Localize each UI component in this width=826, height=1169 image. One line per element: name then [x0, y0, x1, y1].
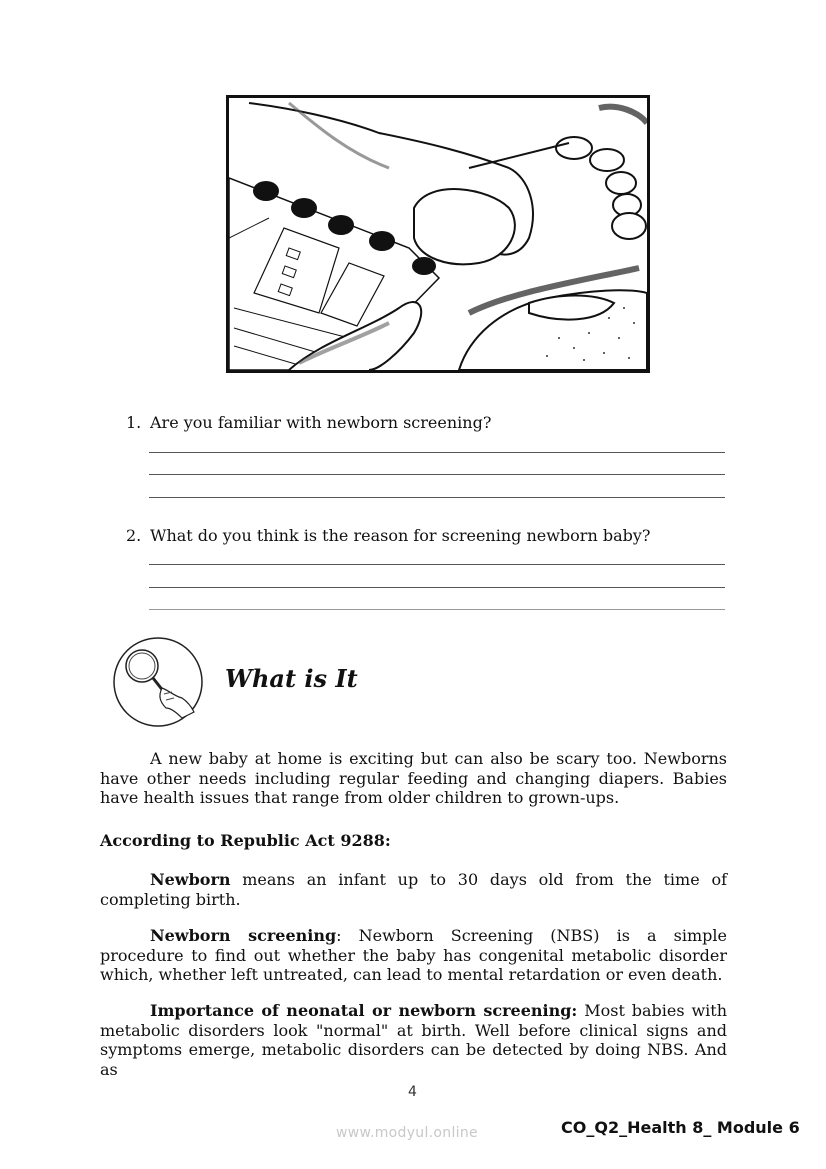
definition-text: : Newborn Screening (NBS) is a simple procedure to find out whether the baby has congenital metabolic disorder which, whether left untreated, can lead to mental retardation or even death.: [100, 926, 727, 984]
answer-line[interactable]: [149, 564, 725, 565]
definition-newborn: [100, 870, 727, 909]
magnifying-glass-icon: [112, 636, 204, 728]
law-heading: According to Republic Act 9288:: [100, 831, 391, 850]
module-code: CO_Q2_Health 8_ Module 6: [561, 1118, 800, 1137]
watermark: www.modyul.online: [336, 1125, 478, 1141]
definition-term: Newborn screening: [150, 926, 337, 945]
answer-line[interactable]: [149, 474, 725, 475]
page-number: 4: [408, 1084, 417, 1100]
question-text: What do you think is the reason for screening newborn baby?: [150, 526, 651, 545]
question-number: 2.: [126, 526, 142, 545]
definition-importance: [100, 1001, 727, 1079]
definition-term: Importance of neonatal or newborn screening:: [150, 1001, 578, 1020]
answer-line[interactable]: [149, 452, 725, 453]
question-text: Are you familiar with newborn screening?: [150, 413, 492, 432]
definition-newborn-screening: [100, 926, 727, 985]
newborn-screening-illustration: [226, 95, 650, 373]
section-title: What is It: [225, 664, 358, 693]
intro-paragraph: [100, 749, 727, 808]
answer-line[interactable]: [149, 609, 725, 610]
answer-line[interactable]: [149, 587, 725, 588]
definition-text: Most babies with metabolic disorders look "normal" at birth. Well before clinical signs and symptoms emerge, metabolic disorders can be detected by doing NBS. And as: [100, 1001, 728, 1079]
definition-text: means an infant up to 30 days old from the time of completing birth.: [100, 870, 727, 909]
definition-term: Newborn: [150, 870, 231, 889]
heel-prick-drawing: [229, 98, 647, 370]
question-number: 1.: [126, 413, 142, 432]
intro-text: A new baby at home is exciting but can also be scary too. Newborns have other needs including regular feeding and changing diapers. Babies have health issues that range from older children to grown-ups.: [100, 749, 727, 807]
answer-line[interactable]: [149, 497, 725, 498]
